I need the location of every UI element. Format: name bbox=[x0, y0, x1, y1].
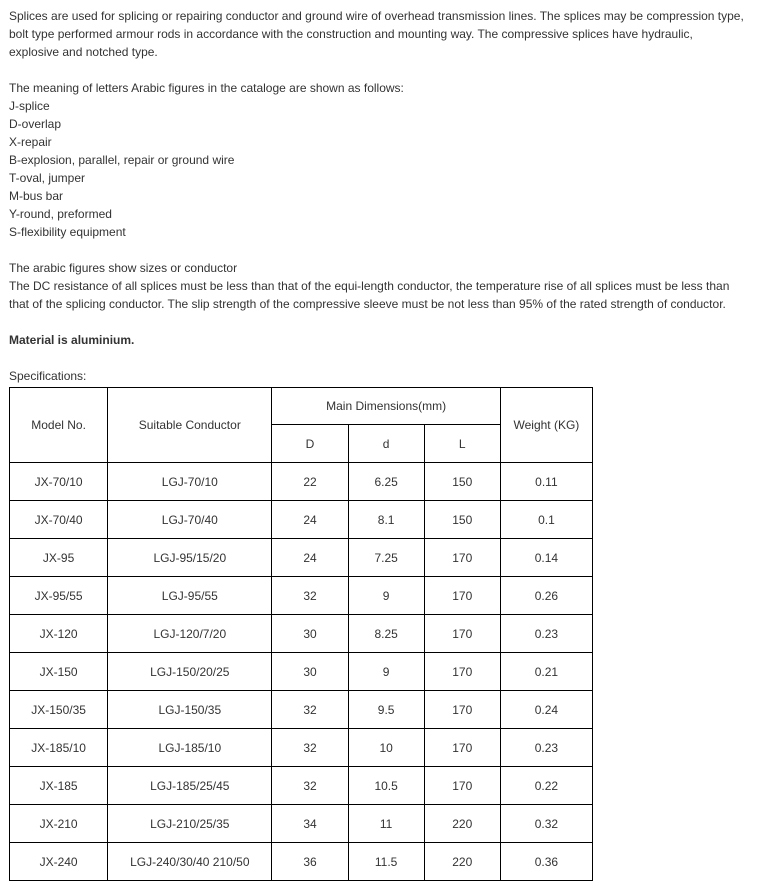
catalog-item: S-flexibility equipment bbox=[9, 225, 126, 239]
cell-conductor: LGJ-150/35 bbox=[108, 691, 272, 729]
cell-d-outer: 34 bbox=[272, 805, 348, 843]
cell-weight: 0.26 bbox=[500, 577, 592, 615]
article-body bbox=[9, 7, 761, 881]
cell-l: 220 bbox=[424, 843, 500, 881]
cell-weight: 0.14 bbox=[500, 539, 592, 577]
cell-d-inner: 9 bbox=[348, 577, 424, 615]
cell-d-outer: 22 bbox=[272, 463, 348, 501]
table-row bbox=[10, 805, 593, 843]
cell-model: JX-240 bbox=[10, 843, 108, 881]
cell-model: JX-95 bbox=[10, 539, 108, 577]
table-row bbox=[10, 501, 593, 539]
cell-conductor: LGJ-120/7/20 bbox=[108, 615, 272, 653]
cell-l: 170 bbox=[424, 767, 500, 805]
intro-line-1: Splices are used for splicing or repairing conductor and ground wire of overhead transmission lines. The splices may be compression type, bbox=[9, 9, 744, 23]
cell-d-outer: 24 bbox=[272, 501, 348, 539]
cell-d-inner: 8.1 bbox=[348, 501, 424, 539]
cell-weight: 0.23 bbox=[500, 615, 592, 653]
figures-line-3: that of the splicing conductor. The slip strength of the compressive sleeve must be not less than 95% of the rated strength of conductor. bbox=[9, 297, 726, 311]
cell-model: JX-120 bbox=[10, 615, 108, 653]
cell-d-outer: 32 bbox=[272, 577, 348, 615]
catalog-item: X-repair bbox=[9, 135, 52, 149]
cell-conductor: LGJ-185/10 bbox=[108, 729, 272, 767]
cell-model: JX-185/10 bbox=[10, 729, 108, 767]
cell-model: JX-70/10 bbox=[10, 463, 108, 501]
cell-weight: 0.22 bbox=[500, 767, 592, 805]
cell-model: JX-210 bbox=[10, 805, 108, 843]
catalog-item: M-bus bar bbox=[9, 189, 64, 203]
header-model: Model No. bbox=[10, 388, 108, 463]
cell-d-outer: 30 bbox=[272, 653, 348, 691]
specifications-label: Specifications: bbox=[9, 369, 87, 383]
cell-weight: 0.23 bbox=[500, 729, 592, 767]
figures-line-1: The arabic figures show sizes or conductor bbox=[9, 261, 238, 275]
header-d: d bbox=[348, 425, 424, 463]
cell-d-inner: 10 bbox=[348, 729, 424, 767]
cell-l: 170 bbox=[424, 691, 500, 729]
cell-d-inner: 9 bbox=[348, 653, 424, 691]
table-row bbox=[10, 843, 593, 881]
cell-model: JX-95/55 bbox=[10, 577, 108, 615]
cell-model: JX-150/35 bbox=[10, 691, 108, 729]
cell-d-inner: 9.5 bbox=[348, 691, 424, 729]
cell-l: 150 bbox=[424, 501, 500, 539]
catalog-item: B-explosion, parallel, repair or ground wire bbox=[9, 153, 235, 167]
figures-line-2: The DC resistance of all splices must be less than that of the equi-length conductor, the temperature rise of all splices must be less than bbox=[9, 279, 730, 293]
header-L: L bbox=[424, 425, 500, 463]
header-weight: Weight (KG) bbox=[500, 388, 592, 463]
table-row bbox=[10, 691, 593, 729]
header-conductor: Suitable Conductor bbox=[108, 388, 272, 463]
header-D: D bbox=[272, 425, 348, 463]
cell-l: 150 bbox=[424, 463, 500, 501]
cell-conductor: LGJ-185/25/45 bbox=[108, 767, 272, 805]
cell-d-inner: 10.5 bbox=[348, 767, 424, 805]
table-row bbox=[10, 539, 593, 577]
cell-d-outer: 30 bbox=[272, 615, 348, 653]
cell-model: JX-150 bbox=[10, 653, 108, 691]
table-row bbox=[10, 767, 593, 805]
cell-conductor: LGJ-240/30/40 210/50 bbox=[108, 843, 272, 881]
catalog-item: D-overlap bbox=[9, 117, 62, 131]
cell-conductor: LGJ-70/10 bbox=[108, 463, 272, 501]
catalog-item: T-oval, jumper bbox=[9, 171, 86, 185]
cell-model: JX-185 bbox=[10, 767, 108, 805]
cell-weight: 0.1 bbox=[500, 501, 592, 539]
cell-d-inner: 7.25 bbox=[348, 539, 424, 577]
cell-l: 170 bbox=[424, 615, 500, 653]
cell-l: 170 bbox=[424, 539, 500, 577]
cell-d-inner: 8.25 bbox=[348, 615, 424, 653]
cell-conductor: LGJ-210/25/35 bbox=[108, 805, 272, 843]
table-row bbox=[10, 463, 593, 501]
cell-d-inner: 11.5 bbox=[348, 843, 424, 881]
cell-l: 220 bbox=[424, 805, 500, 843]
cell-d-outer: 32 bbox=[272, 729, 348, 767]
cell-d-inner: 11 bbox=[348, 805, 424, 843]
table-row bbox=[10, 577, 593, 615]
header-main-dimensions: Main Dimensions(mm) bbox=[272, 388, 500, 425]
cell-weight: 0.21 bbox=[500, 653, 592, 691]
cell-weight: 0.11 bbox=[500, 463, 592, 501]
cell-conductor: LGJ-95/55 bbox=[108, 577, 272, 615]
cell-d-outer: 24 bbox=[272, 539, 348, 577]
cell-l: 170 bbox=[424, 729, 500, 767]
cell-d-outer: 32 bbox=[272, 767, 348, 805]
catalog-meaning-heading: The meaning of letters Arabic figures in the cataloge are shown as follows: bbox=[9, 81, 404, 95]
intro-line-2: bolt type performed armour rods in accordance with the construction and mounting way. The compressive splices have hydraulic, bbox=[9, 27, 693, 41]
catalog-item: Y-round, preformed bbox=[9, 207, 112, 221]
table-row bbox=[10, 615, 593, 653]
cell-model: JX-70/40 bbox=[10, 501, 108, 539]
cell-conductor: LGJ-150/20/25 bbox=[108, 653, 272, 691]
cell-d-inner: 6.25 bbox=[348, 463, 424, 501]
table-header-row bbox=[10, 388, 593, 425]
cell-d-outer: 32 bbox=[272, 691, 348, 729]
cell-weight: 0.24 bbox=[500, 691, 592, 729]
cell-weight: 0.32 bbox=[500, 805, 592, 843]
table-row bbox=[10, 729, 593, 767]
table-row bbox=[10, 653, 593, 691]
cell-l: 170 bbox=[424, 653, 500, 691]
table-body bbox=[10, 463, 593, 881]
specifications-table bbox=[9, 387, 593, 881]
cell-d-outer: 36 bbox=[272, 843, 348, 881]
cell-weight: 0.36 bbox=[500, 843, 592, 881]
catalog-item: J-splice bbox=[9, 99, 50, 113]
cell-conductor: LGJ-70/40 bbox=[108, 501, 272, 539]
material-note: Material is aluminium. bbox=[9, 333, 135, 347]
cell-conductor: LGJ-95/15/20 bbox=[108, 539, 272, 577]
intro-line-3: explosive and notched type. bbox=[9, 45, 158, 59]
cell-l: 170 bbox=[424, 577, 500, 615]
